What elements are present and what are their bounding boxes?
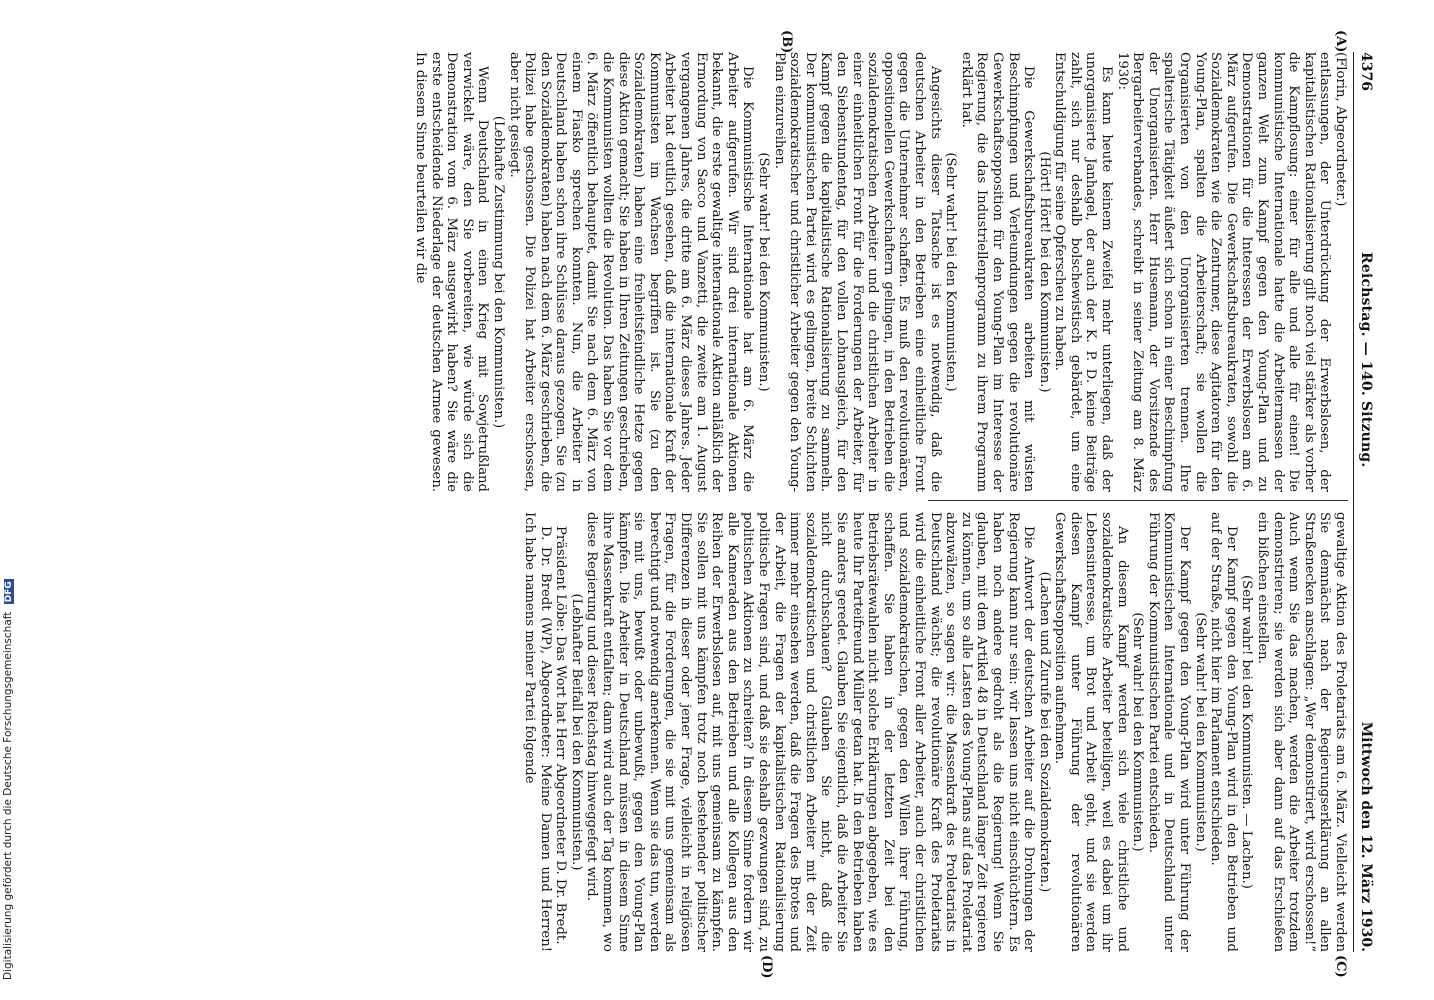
margin-letter-a: (A): [1333, 30, 1348, 53]
paragraph: Es kann heute keinem Zweifel mehr unterliegen, daß der unorganisierte Janhagel, der auch der K. P. D. keine Beiträge zahlt, sich nur deshalb bolschewistisch gebärdet, um eine Entschuldigung für seine Opferscheu zu haben.: [1052, 52, 1115, 492]
interjection: (Lebhafter Beifall bei den Kommunisten.): [568, 593, 584, 871]
interjection: (Lachen und Zurufe bei den Sozialdemokraten.): [1036, 571, 1052, 893]
digitization-sidebar: [0, 0, 22, 1000]
interjection: (Sehr wahr! bei den Kommunisten.): [756, 152, 772, 392]
margin-letter-c: (C): [1333, 955, 1348, 978]
paragraph: Angesichts dieser Tatsache ist es notwendig, daß die deutschen Arbeiter in den Betrieben eine einheitliche Front gegen die Unternehmer schaffen. Es muß den revolutionären, oppositionellen Gewerkschaftern gelingen, in den Betrieben die sozialdemokratischen Arbeiter und die christlichen Arbeiter in einer einheitlichen Front für die Forderungen der Arbeiter, für den Siebenstundentag, für den vollen Lohnausgleich, für den Kampf gegen die kapitalistische Rationalisierung zu sammeln. Der kommunistischen Partei wird es gelingen, breite Schichten sozialdemokratischer und christlicher Arbeiter gegen den Young-Plan einzureihen.: [771, 52, 943, 492]
paragraph: Der Kampf gegen den Young-Plan wird unter Führung der Kommunistischen Internationale und in Deutschland unter Führung der Kommunistischen Partei entschieden.: [1145, 512, 1193, 952]
paragraph: entlassungen, der Unterdrückung der Erwerbslosen, der kapitalistischen Rationalisierung gilt noch viel stärker als vorher die Kampflosung: einer für alle und alle für einen! Die kommunistische Internationale hatte die Arbeitermassen der ganzen Welt zum Kampf gegen den Young-Plan und zu Demonstrationen für die Interessen der Erwerbslosen am 6. März aufgerufen. Die Gewerkschaftsbureaukraten, sowohl die Sozialdemokraten wie die Zentrumer, diese Agitatoren für den Young-Plan, spalten die Arbeiterschaft; sie wollen die Organisierten von den Unorganisierten trennen. Ihre spalterische Tätigkeit äußert sich schon in einer Beschimpfung der Unorganisierten. Herr Husemann, der Vorsitzende des Bergarbeiterverbandes, schreibt in seiner Zeitung am 8. März 1930:: [1114, 52, 1333, 492]
page-header: [1353, 52, 1376, 952]
paragraph: Präsident Löbe: Das Wort hat Herr Abgeordneter D. Dr. Bredt.: [553, 526, 569, 945]
paragraph: An diesem Kampf werden sich viele christliche und sozialdemokratische Arbeiter beteiligen, weil es dabei um ihr Lebensinteresse, um Brot und Arbeit geht, und sie werden diesen Kampf unter Führung der revolutionären Gewerkschaftsopposition aufnehmen.: [1052, 512, 1130, 952]
paragraph: (Florin, Abgeordneter.): [1333, 52, 1348, 207]
paragraph: Wenn Deutschland in einen Krieg mit Sowjetrußland verwickelt wäre, den Sie vorbereiten, wie würde sich die Demonstration vom 6. März ausgewirkt haben? Sie wäre die erste entscheidende Niederlage der deutschen Armee gewesen. In diesem Sinne beurteilen wir die: [412, 52, 491, 492]
margin-letter-d: (D): [759, 955, 774, 979]
interjection: (Sehr wahr! bei den Kommunisten. — Lachen.): [1239, 575, 1255, 889]
page-number: 4376: [1358, 52, 1374, 91]
sidebar-credit: Digitalisierung gefördert durch die Deutsche Forschungsgemeinschaft: [2, 611, 14, 980]
paragraph: D. Dr. Bredt (WP), Abgeordneter: Meine Damen und Herren! Ich habe namens meiner Partei folgende: [522, 512, 553, 952]
interjection: (Sehr wahr! bei den Kommunisten.): [1192, 612, 1208, 852]
header-title: Reichstag. — 140. Sitzung.: [1358, 252, 1374, 468]
paragraph: Der Kampf gegen den Young-Plan wird in den Betrieben und auf der Straße, nicht hier im Parlament entschieden.: [1208, 512, 1239, 952]
paragraph: Die Gewerkschaftsbureaukraten arbeiten mit wüsten Beschimpfungen und Verleumdungen gegen die revolutionäre Gewerkschaftsopposition für den Young-Plan im Interesse der Regierung, die das Industriellenprogramm zu ihrem Programm erklärt hat.: [958, 52, 1037, 492]
paragraph: gewaltige Aktion des Proletariats am 6. März. Vielleicht werden Sie demnächst nach der Regierungserklärung an allen Straßenecken anschlagen: „Wer demonstriert, wird erschossen!“ Auch wenn Sie das machen, werden die Arbeiter trotzdem demonstrieren; sie werden sich aber dann auf das Erschießen ein bißchen einstellen.: [1255, 512, 1348, 952]
margin-letter-b: (B): [779, 30, 794, 54]
dfg-logo: DFG: [4, 581, 14, 603]
interjection: (Hört! Hört! bei den Kommunisten.): [1036, 151, 1052, 393]
left-column: [412, 52, 1348, 492]
paragraph: Die Antwort der deutschen Arbeiter auf die Drohungen der Regierung kann nur sein: wir lassen uns nicht einschüchtern. Es haben noch andere gedroht als die Regierung! Wenn Sie glauben, mit dem Artikel 48 in Deutschland länger Zeit regieren zu können, um so alle Lasten des Young-Plans auf das Proletariat abzuwälzen, so sagen wir: die Massenkraft des Proletariats in Deutschland wächst; die revolutionäre Kraft des Proletariats wird die einheitliche Front aller Arbeiter, auch der christlichen und sozialdemokratischen, gegen den Willen ihrer Führung, schaffen. Sie haben in der letzten Zeit bei den Betriebsrätewahlen nicht solche Erklärungen abgegeben, wie es heute Ihr Parteifreund Müller getan hat. In den Betrieben haben Sie anders geredet. Glauben Sie eigentlich, daß die Arbeiter Sie nicht durchschauen? Glauben Sie nicht, daß die sozialdemokratischen und christlichen Arbeiter mit der Zeit immer mehr einsehen werden, daß die Fragen des Brotes und der Arbeit, die Fragen der kapitalistischen Rationalisierung politische Fragen sind, und daß sie deshalb gezwungen sind, zu politischen Aktionen zu schreiten? In diesem Sinne fordern wir alle Kameraden aus den Betrieben und alle Kollegen aus den Reihen der Erwerbslosen auf, mit uns gemeinsam zu kämpfen. Sie sollen mit uns kämpfen trotz noch bestehender politischer Differenzen in dieser oder jener Frage, vielleicht in religiösen Fragen, für die Forderungen, die sie mit uns gemeinsam als berechtigt und notwendig anerkennen. Wenn sie das tun, werden sie mit uns, bewußt oder unbewußt, gegen den Young-Plan kämpfen. Die Arbeiter in Deutschland müssen in diesem Sinne ihre Massenkraft entfalten; dann wird auch der Tag kommen, wo diese Regierung und dieser Reichstag hinweggefegt wird.: [584, 512, 1037, 952]
column-divider: [928, 500, 1348, 501]
right-column: [522, 512, 1348, 952]
interjection: (Lebhafte Zustimmung bei den Kommunisten.): [490, 115, 506, 429]
interjection: (Sehr wahr! bei den Kommunisten.): [1130, 612, 1146, 852]
paragraph: Die Kommunistische Internationale hat am 6. März die Arbeiter aufgerufen. Wir sind drei internationale Aktionen bekannt, die erste gewaltige internationale Aktion anläßlich der Ermordung von Sacco und Vanzetti, die zweite am 1. August vergangenen Jahres, die dritte am 6. März dieses Jahres. Jeder Arbeiter hat deutlich gesehen, daß die internationale Kraft der Kommunisten im Wachsen begriffen ist. Sie (zu den Sozialdemokraten) haben eine freiheitsfeindliche Hetze gegen diese Aktion gemacht; Sie haben in Ihren Zeitungen geschrieben, die Kommunisten wollten die Revolution. Das haben Sie vor dem 6. März öffentlich behauptet, damit Sie nach dem 6. März von einem Fiasko sprechen konnten. Nun, die Arbeiter in Deutschland haben schon ihre Schlüsse daraus gezogen. Sie (zu den Sozialdemokraten) haben nach dem 6. März geschrieben, die Polizei habe geschossen. Die Polizei hat Arbeiter erschossen, aber nicht gesiegt.: [506, 52, 756, 492]
header-date: Mittwoch den 12. März 1930.: [1358, 721, 1374, 952]
interjection: (Sehr wahr! bei den Kommunisten.): [943, 152, 959, 392]
